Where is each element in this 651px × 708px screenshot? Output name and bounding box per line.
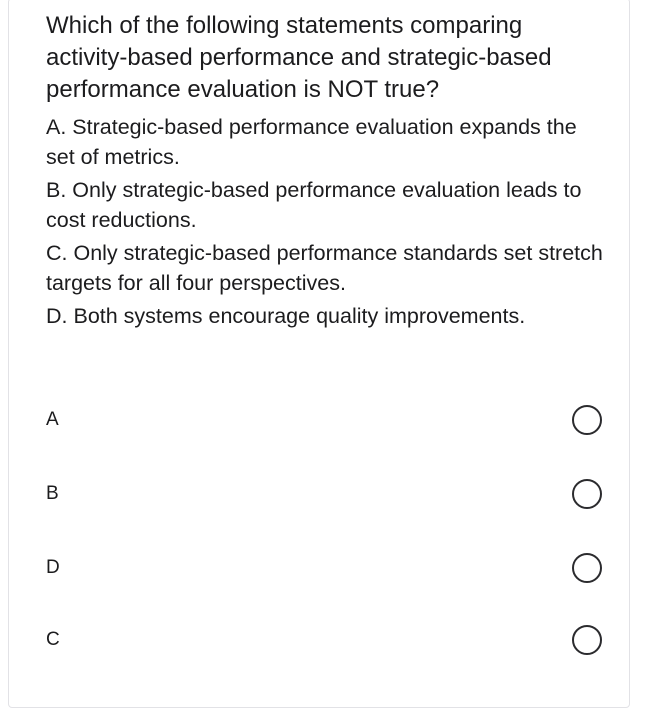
- option-statement-d: D. Both systems encourage quality improvements.: [46, 304, 526, 328]
- answer-choice-b[interactable]: [46, 474, 602, 514]
- radio-circle-icon[interactable]: [572, 479, 602, 509]
- answer-choice-d[interactable]: [46, 548, 602, 588]
- answer-choice-c[interactable]: [46, 620, 602, 660]
- option-statement-c: C. Only strategic-based performance standards set stretch targets for all four perspectives.: [46, 241, 603, 295]
- radio-circle-icon[interactable]: [572, 625, 602, 655]
- option-statements: [46, 112, 606, 334]
- radio-circle-icon[interactable]: [572, 553, 602, 583]
- radio-circle-icon[interactable]: [572, 405, 602, 435]
- option-statement-b: B. Only strategic-based performance evaluation leads to cost reductions.: [46, 178, 582, 232]
- answer-choice-label: C: [46, 629, 60, 650]
- answer-choice-a[interactable]: [46, 400, 602, 440]
- question-text: Which of the following statements comparing activity-based performance and strategic-based performance evaluation is NOT true?: [46, 12, 552, 103]
- question-card: [8, 0, 630, 708]
- option-statement-a: A. Strategic-based performance evaluation expands the set of metrics.: [46, 115, 577, 169]
- answer-choice-label: A: [46, 409, 59, 430]
- answer-choice-label: B: [46, 483, 59, 504]
- answer-choice-label: D: [46, 557, 60, 578]
